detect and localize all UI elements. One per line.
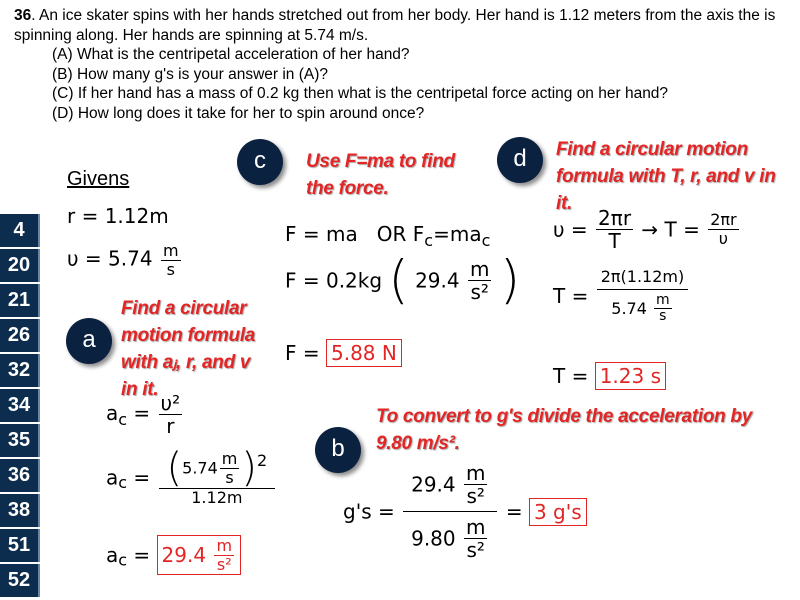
f-ma: F = ma [285,222,358,246]
unit-m: m [162,241,179,260]
part-c-answer [285,339,402,367]
velocity-unit [220,450,240,486]
part-c-formula [285,222,490,250]
denominator: 1.12m [191,488,243,507]
part-a-formula [106,392,184,437]
note-b: To convert to g's divide the acceleration by 9.80 m/s². [376,406,752,454]
two-pi-r-small: 2πr [710,210,737,230]
unit-m: m [216,536,233,555]
part-d-answer [553,362,666,390]
fc-subscript: c [424,231,434,250]
nav-button-32[interactable]: 32 [0,354,40,387]
ac-symbol: a [106,401,119,425]
answer-b-box: 3 g's [529,498,587,526]
given-v [67,242,183,278]
equals: = [505,499,523,524]
part-d-formula [553,207,741,252]
f-eq: F = [285,341,320,365]
two-pi-r-over-v [708,211,738,247]
open-paren: ( [166,445,183,491]
t-numerator: 2π(1.12m) [597,268,689,290]
nav-button-51[interactable]: 51 [0,529,40,562]
acceleration-unit [468,258,491,303]
problem-intro [14,6,794,45]
badge-d[interactable]: d [497,137,543,183]
unit-m: m [221,448,238,468]
slide-nav [0,214,42,599]
upsilon: υ [718,229,729,248]
givens-heading: Givens [67,168,130,190]
badge-a[interactable]: a [66,318,112,364]
ac-subscript-2: c [118,472,128,492]
unit-s2: s² [466,538,485,562]
unit-s2: s² [470,280,489,304]
radius: r [166,414,175,438]
den-unit [464,516,487,561]
equals-2: = [133,465,151,490]
note-d: Find a circular motion formula with T, r, and v in it. [556,139,776,214]
problem-part-d: (D) How long does it take for her to spin around once? [52,104,425,122]
problem-part-a: (A) What is the centripetal acceleration of her hand? [52,46,410,63]
f-mass: F = 0.2kg [285,268,383,293]
ac-symbol-3: a [106,543,119,568]
problem-number: 36 [14,7,32,24]
num-unit [464,462,487,507]
nav-button-4[interactable]: 4 [0,214,40,247]
arrow-t-eq: → T = [641,217,700,242]
eq-ma: =ma [433,222,482,246]
answer-a-box [157,535,241,575]
close-paren: ) [499,250,521,311]
nav-button-35[interactable]: 35 [0,424,40,457]
unit-s: s [225,467,234,487]
t-eq: T = [553,284,589,309]
g-denominator [403,512,497,561]
substituted-fraction [159,445,276,507]
badge-c[interactable]: c [237,139,283,185]
num-value: 29.4 [411,472,456,497]
part-c-substitution [285,250,521,311]
unit-m: m [465,515,486,539]
answer-c-box: 5.88 N [326,339,402,367]
two-pi-r-over-t [596,207,633,252]
unit-m: m [469,257,490,281]
problem-statement [14,6,794,123]
nav-button-21[interactable]: 21 [0,284,40,317]
period-t: T [608,229,621,253]
t-eq-2: T = [553,364,589,388]
unit-m: m [656,291,670,308]
den-value: 9.80 [411,526,456,551]
velocity-value: 5.74 [182,458,218,478]
part-d-substitution [553,268,690,324]
open-paren: ( [388,250,409,311]
note-c: Use F=ma to find the force. [306,151,455,199]
nav-button-20[interactable]: 20 [0,249,40,282]
g-eq: g's = [343,499,395,524]
part-a-substitution [106,445,277,507]
unit-s: s [166,259,175,279]
v-squared: υ² [160,391,181,415]
given-v-unit [161,242,181,278]
ac-subscript: c [118,410,128,429]
ac-subscript: c [481,231,491,250]
answer-a-unit [214,537,234,573]
v-eq: υ = [553,217,588,242]
nav-button-34[interactable]: 34 [0,389,40,422]
numerator [159,445,276,491]
problem-part-b: (B) How many g's is your answer in (A)? [52,65,329,83]
g-numerator [403,462,497,512]
unit-m: m [465,461,486,485]
acceleration-value: 29.4 [415,268,460,293]
t-denominator [609,290,675,325]
problem-text: . An ice skater spins with her hands stretched out from her body. Her hand is 1.12 meters from the axis the is spinning along. Her hands are spinning at 5.74 m/s. [14,7,776,44]
v2-over-r [159,392,183,437]
den-unit [654,293,672,325]
nav-button-38[interactable]: 38 [0,494,40,527]
den-value: 5.74 [611,298,647,318]
answer-a-value: 29.4 [161,543,207,568]
unit-s2: s² [216,554,232,574]
note-a: Find a circular motion formula with aⱼ, r, and v in it. [121,298,256,400]
given-v-lhs: υ = 5.74 [67,246,153,271]
problem-part-c: (C) If her hand has a mass of 0.2 kg then what is the centripetal force acting on her hand? [52,85,669,102]
equals: = [133,401,151,425]
squared-exponent: 2 [256,450,268,470]
nav-button-52[interactable]: 52 [0,564,40,597]
or-fc: OR F [376,222,425,246]
answer-d-box: 1.23 s [595,362,666,390]
given-r: r = 1.12m [67,204,169,228]
ac-symbol-2: a [106,465,119,490]
badge-b[interactable]: b [315,427,361,473]
close-paren: ) [241,445,257,491]
two-pi-r: 2πr [598,206,632,230]
nav-button-36[interactable]: 36 [0,459,40,492]
unit-s2: s² [466,484,485,508]
equals-3: = [133,543,151,568]
ac-subscript-3: c [118,550,128,570]
t-fraction [597,268,689,324]
nav-button-26[interactable]: 26 [0,319,40,352]
g-fraction [403,462,497,561]
part-b-work [343,462,587,561]
part-a-answer [106,535,241,575]
unit-s: s [659,307,667,324]
